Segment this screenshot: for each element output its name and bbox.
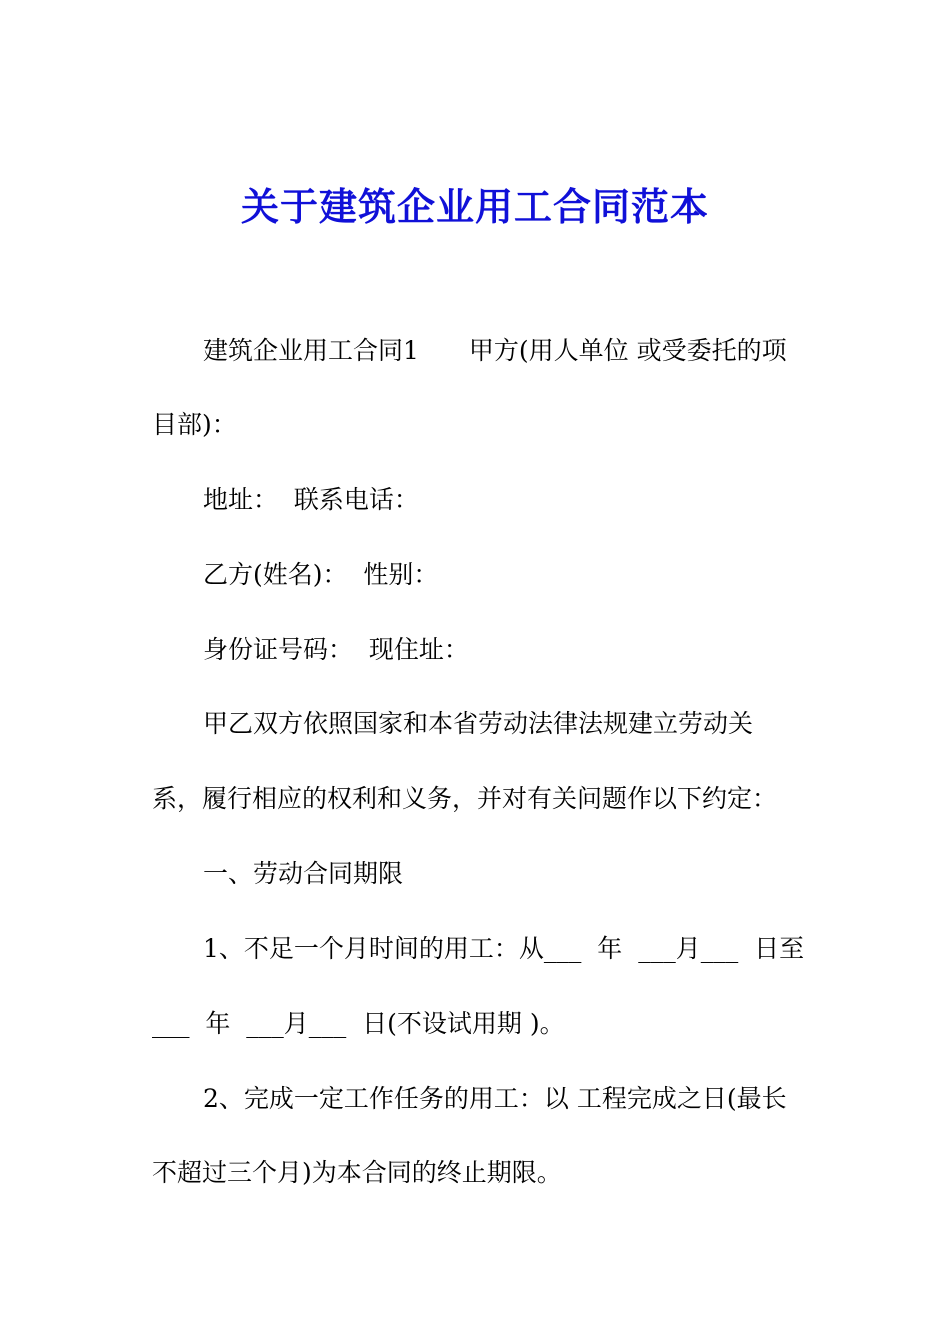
paragraph-line: 乙方(姓名)： 性别： bbox=[203, 560, 439, 589]
paragraph-line: 目部)： bbox=[152, 410, 237, 439]
paragraph-line: 系，履行相应的权利和义务，并对有关问题作以下约定： bbox=[152, 784, 778, 813]
paragraph-line: 甲乙双方依照国家和本省劳动法律法规建立劳动关 bbox=[203, 709, 754, 738]
paragraph-line: 2、完成一定工作任务的用工：以 工程完成之日(最长 bbox=[203, 1084, 787, 1113]
paragraph-line: 地址： 联系电话： bbox=[203, 485, 419, 514]
document-title: 关于建筑企业用工合同范本 bbox=[240, 185, 709, 229]
paragraph-line: 1、不足一个月时间的用工：从___ 年 ___月___ 日至 bbox=[203, 934, 805, 963]
section-heading: 一、劳动合同期限 bbox=[203, 859, 404, 888]
paragraph-line: ___ 年 ___月___ 日(不设试用期 )。 bbox=[152, 1009, 565, 1038]
paragraph-line: 建筑企业用工合同1 甲方(用人单位 或受委托的项 bbox=[203, 336, 787, 365]
paragraph-line: 不超过三个月)为本合同的终止期限。 bbox=[152, 1158, 562, 1187]
paragraph-line: 身份证号码： 现住址： bbox=[203, 635, 469, 664]
